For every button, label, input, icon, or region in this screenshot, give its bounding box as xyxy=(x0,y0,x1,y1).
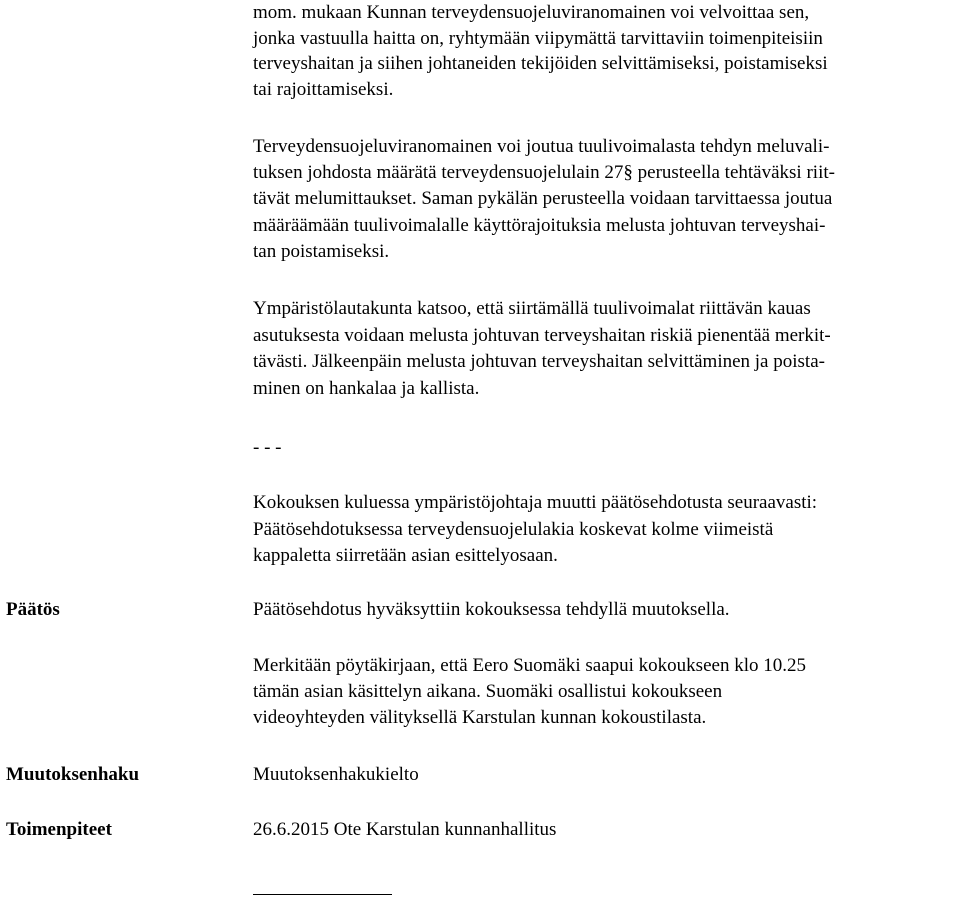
text-line: määräämään tuulivoimalalle käyttörajoituksia melusta johtuvan terveyshai- xyxy=(253,215,826,236)
text-line: Kokouksen kuluessa ympäristöjohtaja muutti päätösehdotusta seuraavasti: xyxy=(253,492,818,513)
text-line: tuksen johdosta määrätä terveydensuojelulain 27§ perusteella tehtäväksi riit- xyxy=(253,162,835,183)
text-line: Merkitään pöytäkirjaan, että Eero Suomäki saapui kokoukseen klo 10.25 xyxy=(253,655,806,676)
text-line: mom. mukaan Kunnan terveydensuojeluviranomainen voi velvoittaa sen, xyxy=(253,2,810,23)
section-separator: - - - xyxy=(253,437,282,458)
text-line: terveyshaitan ja siihen johtaneiden tekijöiden selvittämiseksi, poistamiseksi xyxy=(253,53,828,74)
text-line: asutuksesta voidaan melusta johtuvan terveyshaitan riskiä pienentää merkit- xyxy=(253,325,831,346)
text-line: tai rajoittamiseksi. xyxy=(253,79,394,100)
text-line: tävät melumittaukset. Saman pykälän perusteella voidaan tarvittaessa joutua xyxy=(253,188,833,209)
text-line: jonka vastuulla haitta on, ryhtymään viipymättä tarvittaviin toimenpiteisiin xyxy=(253,28,823,49)
text-line: tan poistamiseksi. xyxy=(253,241,390,262)
text-line: Terveydensuojeluviranomainen voi joutua tuulivoimalasta tehdyn meluvali- xyxy=(253,136,830,157)
text-line: minen on hankalaa ja kallista. xyxy=(253,378,480,399)
appeal-label: Muutoksenhaku xyxy=(6,764,140,785)
text-line: videoyhteyden välityksellä Karstulan kunnan kokoustilasta. xyxy=(253,707,707,728)
appeal-text: Muutoksenhakukielto xyxy=(253,764,419,785)
decision-text: Päätösehdotus hyväksyttiin kokouksessa tehdyllä muutoksella. xyxy=(253,599,730,620)
text-line: tävästi. Jälkeenpäin melusta johtuvan terveyshaitan selvittäminen ja poista- xyxy=(253,351,825,372)
decision-label: Päätös xyxy=(6,599,60,620)
text-line: tämän asian käsittelyn aikana. Suomäki osallistui kokoukseen xyxy=(253,681,723,702)
text-line: Päätösehdotuksessa terveydensuojelulakia koskevat kolme viimeistä xyxy=(253,519,774,540)
actions-label: Toimenpiteet xyxy=(6,819,112,840)
signature-rule xyxy=(253,894,392,895)
text-line: Ympäristölautakunta katsoo, että siirtämällä tuulivoimalat riittävän kauas xyxy=(253,298,811,319)
actions-text: 26.6.2015 Ote Karstulan kunnanhallitus xyxy=(253,819,557,840)
text-line: kappaletta siirretään asian esittelyosaan. xyxy=(253,545,558,566)
